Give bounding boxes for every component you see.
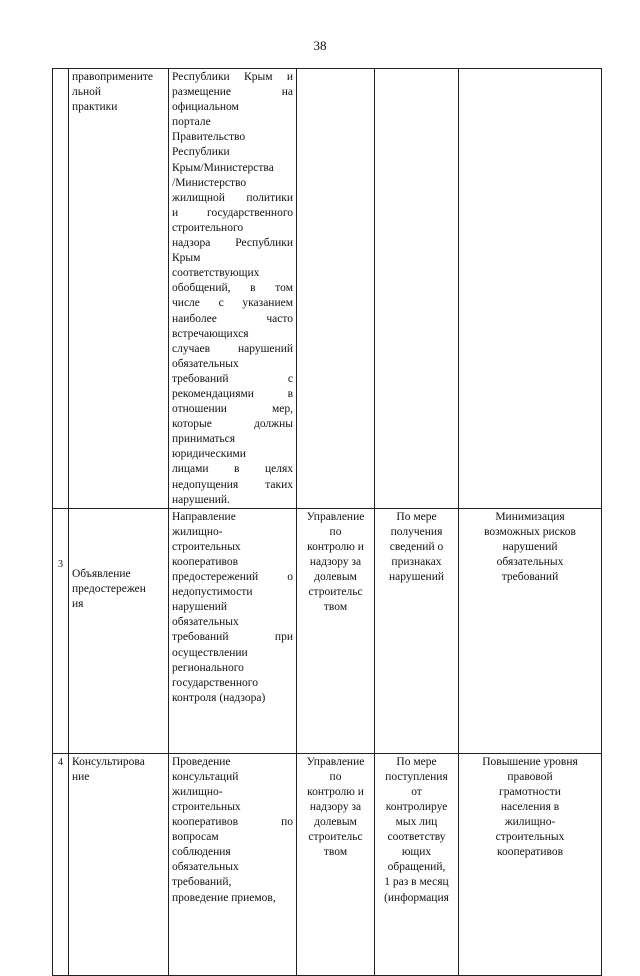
measure-description: [169, 508, 297, 753]
text-line: По мере: [396, 755, 437, 768]
expected-result: [459, 69, 602, 509]
text-line: по: [329, 525, 342, 538]
text-line: населения в: [500, 801, 560, 813]
text-line: требований: [501, 571, 559, 584]
text-line: требований,: [172, 876, 232, 889]
text-line: строительного: [172, 221, 244, 234]
text-line: жилищно-: [504, 816, 556, 829]
text-line: жилищно-: [172, 525, 223, 538]
text-line: нарушений: [172, 601, 228, 614]
text-line: недопустимости: [172, 586, 253, 599]
measure-description: [169, 69, 297, 509]
text-line: строительных: [172, 540, 241, 553]
text-line: Направление: [172, 510, 236, 523]
text-line: Правительство: [172, 131, 246, 144]
text-line: приниматься: [172, 433, 236, 446]
text-line: правовой: [507, 770, 553, 783]
table-row: [53, 69, 602, 509]
implementation-terms: [375, 753, 459, 975]
text-line: по: [329, 770, 342, 783]
text-line: надзору за: [309, 556, 362, 568]
text-line: рекомендациями в: [172, 387, 293, 400]
text-line: контроля (надзора): [172, 691, 266, 704]
text-line: числе с указанием: [172, 297, 293, 310]
text-line: жилищно-: [172, 785, 223, 798]
text-line: Управление: [306, 755, 365, 768]
text-line: контролю и: [307, 540, 364, 553]
text-line: Республики: [172, 146, 230, 159]
table-row: [53, 508, 602, 753]
text-line: юридическими: [172, 448, 246, 461]
text-line: предостережен: [72, 582, 146, 595]
responsible-unit: [297, 753, 375, 975]
text-line: контролируе: [385, 801, 448, 813]
text-line: случаев нарушений: [172, 342, 293, 355]
text-line: и государственного: [172, 206, 293, 219]
text-line: строительных: [495, 831, 565, 844]
text-line: (информация: [384, 891, 449, 904]
text-line: обязательных: [496, 556, 564, 568]
text-line: нарушений: [502, 540, 558, 553]
text-line: нарушений.: [172, 493, 230, 506]
text-line: кооперативов: [496, 846, 564, 859]
text-line: ние: [72, 770, 90, 783]
text-line: Повышение уровня: [482, 755, 578, 768]
text-line: кооперативов: [172, 556, 239, 568]
measure-name: [69, 508, 169, 753]
text-line: обязательных: [172, 357, 239, 370]
text-line: консультаций: [172, 770, 239, 783]
text-line: получения: [390, 525, 443, 538]
text-line: строительс: [308, 831, 363, 844]
text-line: Минимизация: [495, 510, 565, 523]
text-line: грамотности: [499, 785, 561, 798]
text-line: портале: [172, 116, 211, 129]
text-line: правопримените: [72, 71, 153, 83]
text-line: 1 раз в месяц: [384, 876, 449, 889]
text-line: /Министерство: [172, 176, 247, 189]
text-line: официальном: [172, 101, 239, 114]
text-line: Консультирова: [72, 755, 145, 768]
page-number: 38: [313, 38, 327, 53]
text-line: контролю и: [307, 785, 364, 798]
text-line: наиболее часто: [172, 312, 293, 325]
text-line: строительс: [308, 586, 363, 599]
text-line: от: [411, 785, 422, 798]
text-line: долевым: [314, 571, 357, 584]
measure-description: [169, 753, 297, 975]
table-row: [53, 753, 602, 975]
row-number: 4: [53, 753, 69, 975]
text-line: требований при: [172, 631, 293, 644]
text-line: Объявление: [72, 567, 131, 580]
text-line: По мере: [396, 510, 437, 523]
text-line: надзору за: [309, 801, 362, 813]
text-line: сведений о: [389, 540, 444, 553]
text-line: обобщений, в том: [172, 282, 293, 295]
text-line: кооперативов по: [172, 816, 293, 829]
text-line: ющих: [401, 846, 432, 859]
text-line: признаках: [391, 556, 442, 568]
text-line: размещение на: [172, 86, 293, 99]
text-line: встречающихся: [172, 327, 249, 340]
measures-table: [52, 68, 602, 976]
text-line: требований с: [172, 372, 293, 385]
text-line: регионального: [172, 661, 244, 674]
text-line: соответству: [387, 831, 446, 844]
text-line: твом: [323, 601, 348, 614]
responsible-unit: [297, 508, 375, 753]
text-line: Крым: [172, 252, 201, 265]
text-line: вопросам: [172, 831, 219, 844]
responsible-unit: [297, 69, 375, 509]
implementation-terms: [375, 69, 459, 509]
text-line: льной: [72, 86, 102, 99]
text-line: недопущения таких: [172, 478, 293, 491]
text-line: надзора Республики: [172, 237, 293, 250]
text-line: обязательных: [172, 616, 239, 629]
text-line: поступления: [385, 770, 448, 783]
text-line: осуществлении: [172, 646, 248, 659]
text-line: лицами в целях: [172, 463, 293, 476]
row-number: [53, 69, 69, 509]
text-line: обращений,: [387, 861, 446, 874]
expected-result: [459, 508, 602, 753]
implementation-terms: [375, 508, 459, 753]
text-line: возможных рисков: [484, 525, 576, 538]
text-line: соответствующих: [172, 267, 260, 280]
text-line: Республики Крым и: [172, 71, 293, 83]
text-line: твом: [323, 846, 348, 859]
text-line: проведение приемов,: [172, 891, 276, 904]
text-line: отношении мер,: [172, 403, 293, 416]
text-line: ия: [72, 597, 84, 610]
text-line: которые должны: [172, 418, 293, 431]
expected-result: [459, 753, 602, 975]
text-line: государственного: [172, 676, 258, 689]
text-line: соблюдения: [172, 846, 231, 859]
text-line: жилищной политики: [172, 191, 293, 204]
measure-name: [69, 753, 169, 975]
text-line: Управление: [306, 510, 365, 523]
text-line: Крым/Министерства: [172, 161, 274, 174]
text-line: практики: [72, 101, 118, 114]
text-line: мых лиц: [395, 816, 438, 829]
text-line: нарушений: [388, 571, 445, 584]
text-line: Проведение: [172, 755, 231, 768]
measure-name: [69, 69, 169, 509]
row-number: 3: [53, 508, 69, 753]
text-line: обязательных: [172, 861, 239, 874]
text-line: долевым: [314, 816, 357, 829]
text-line: строительных: [172, 801, 241, 813]
text-line: предостережений о: [172, 571, 293, 584]
